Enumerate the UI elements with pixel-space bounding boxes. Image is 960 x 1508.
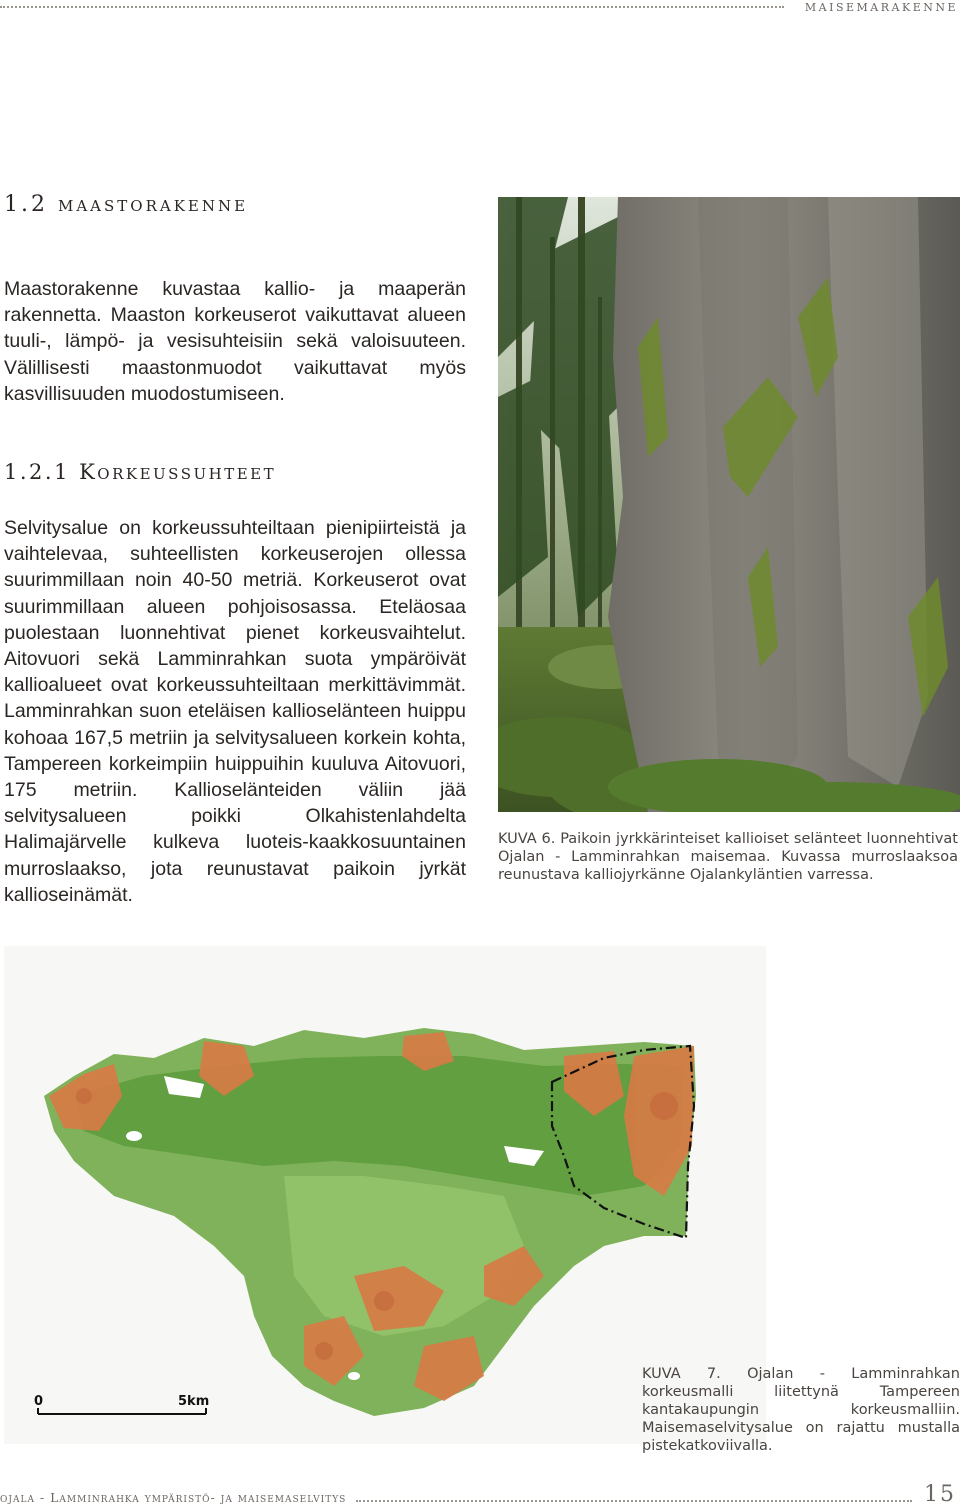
footer-document-title: ojala - Lamminrahka ympäristö- ja maisemaselvitys (0, 1490, 347, 1505)
figure-7-caption: KUVA 7. Ojalan - Lamminrahkan korkeusmalli liitettynä Tampereen kantakaupungin korkeusmalliin. Maisemaselvitysalue on rajattu mustalla pistekatkoviivalla. (642, 1366, 960, 1454)
intro-paragraph: Maastorakenne kuvastaa kallio- ja maaperän rakennetta. Maaston korkeuserot vaikuttavat alueen tuuli-, lämpö- ja vesisuhteisiin sekä valoisuuteen. Välillisesti maastonmuodot vaikuttavat myös kasvillisuuden muodostumiseen. (4, 278, 466, 405)
body-paragraph: Selvitysalue on korkeussuhteiltaan pienipiirteistä ja vaihtelevaa, suhteellisten korkeuserojen ollessa suurimmillaan noin 40-50 metriä. Korkeuserot ovat suurimmillaan alueen pohjoisosassa. Eteläosaa puolestaan luonnehtivat pienet korkeusvaihtelut. Aitovuori sekä Lamminrahkan suota ympäröivät kallioalueet ovat korkeussuhteiltaan merkittävimmät. Lamminrahkan suon eteläisen kallioselänteen huippu kohoaa 167,5 metriin ja selvitysalueen korkein kohta, Tampereen korkeimpiin huippuihin kuuluva Aitovuori, 175 metriin. Kallioselänteiden väliin jää selvitysalueen poikki Olkahistenlahdelta Halimajärvelle kulkeva luoteis-kaakkosuuntainen murroslaakso, jota reunustavat paikoin jyrkät kallioseinämät. (4, 517, 466, 906)
section-heading: 1.2 maastorakenne (4, 192, 249, 217)
header-dotted-rule (0, 6, 784, 8)
figure-6-caption: KUVA 6. Paikoin jyrkkärinteiset kallioiset selänteet luonnehtivat Ojalan - Lamminrahkan maisemaa. Kuvassa murroslaaksoa reunustava kalliojyrkänne Ojalankyläntien varressa. (498, 831, 958, 883)
scale-end-label: 5km (178, 1394, 210, 1409)
running-header: maisemarakenne (804, 0, 958, 15)
subsection-heading: 1.2.1 Korkeussuhteet (4, 460, 277, 484)
cliff-forest-photo (498, 197, 960, 812)
footer-dotted-rule (356, 1500, 912, 1502)
scale-start-label: 0 (34, 1394, 44, 1409)
page-number: 15 (924, 1482, 956, 1507)
